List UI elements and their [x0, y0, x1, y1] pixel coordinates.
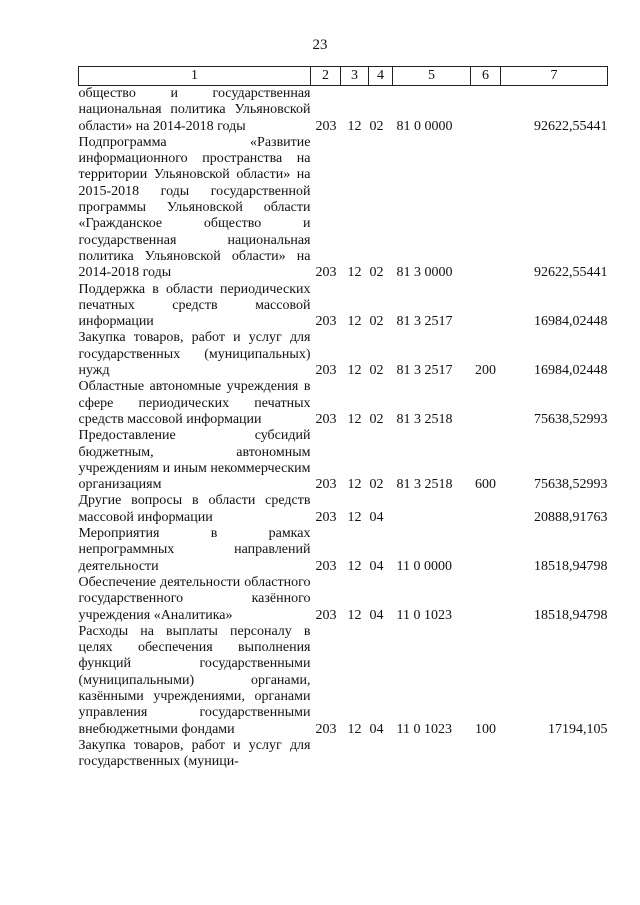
- row-col-2: 203: [315, 721, 337, 737]
- row-amount: 17194,105: [548, 721, 608, 737]
- row-col-4: 04: [369, 721, 384, 737]
- row-name: Закупка товаров, работ и услуг для государственных (муници-: [78, 737, 311, 770]
- row-amount: 75638,52993: [534, 477, 608, 493]
- row-amount: [501, 738, 608, 771]
- row-col-6: 200: [475, 363, 496, 379]
- row-col-6: [471, 493, 501, 526]
- row-amount: 92622,55441: [534, 118, 608, 134]
- header-col-6: 6: [471, 67, 501, 86]
- row-col-5: 81 3 2518: [396, 477, 453, 493]
- row-amount: 16984,02448: [534, 314, 608, 330]
- row-amount: 18518,94798: [534, 558, 608, 574]
- row-col-6: [471, 86, 501, 135]
- row-col-4: 02: [369, 363, 384, 379]
- row-col-3: 12: [347, 314, 362, 330]
- row-amount: 16984,02448: [534, 363, 608, 379]
- header-col-4: 4: [369, 67, 393, 86]
- table-row: [79, 738, 608, 771]
- row-col-2: 203: [315, 363, 337, 379]
- row-col-3: 12: [347, 509, 362, 525]
- header-col-5: 5: [393, 67, 471, 86]
- header-col-2: 2: [311, 67, 341, 86]
- row-name: Предоставление субсидий бюджетным, автономным учреждениям и иным некоммерческим организациям: [78, 428, 311, 493]
- row-col-6: [471, 379, 501, 428]
- row-col-6: [471, 526, 501, 575]
- table-row: [79, 624, 608, 738]
- row-col-3: 12: [347, 721, 362, 737]
- row-col-4: 02: [369, 118, 384, 134]
- row-col-5: 11 0 1023: [396, 721, 452, 737]
- table-row: [79, 493, 608, 526]
- row-col-6: 100: [475, 721, 496, 737]
- row-col-3: 12: [347, 477, 362, 493]
- row-col-2: 203: [315, 509, 337, 525]
- header-col-7: 7: [501, 67, 608, 86]
- row-col-4: 04: [369, 558, 384, 574]
- table-row: [79, 526, 608, 575]
- page-number: 23: [312, 37, 328, 53]
- row-col-6: [471, 282, 501, 331]
- row-col-2: 203: [315, 314, 337, 330]
- row-name: Поддержка в области периодических печатных средств массовой информации: [78, 281, 311, 330]
- row-col-3: 12: [347, 558, 362, 574]
- table-row: [79, 379, 608, 428]
- row-name: Областные автономные учреждения в сфере периодических печатных средств массовой информации: [78, 379, 311, 427]
- row-col-5: [393, 738, 471, 771]
- row-col-4: [369, 738, 393, 771]
- table-row: [79, 575, 608, 624]
- row-col-6: 600: [475, 477, 496, 493]
- table-row: [79, 135, 608, 282]
- table-header-row: [79, 67, 608, 86]
- row-col-5: 81 3 2517: [396, 314, 453, 330]
- row-col-5: 81 3 2517: [396, 363, 453, 379]
- row-col-3: [341, 738, 369, 771]
- row-col-3: 12: [347, 265, 362, 281]
- row-amount: 18518,94798: [534, 607, 608, 623]
- row-col-3: 12: [347, 363, 362, 379]
- row-col-2: 203: [315, 411, 337, 427]
- row-name: общество и государственная национальная политика Ульяновской области» на 2014-2018 годы: [78, 86, 311, 134]
- row-col-2: 203: [315, 118, 337, 134]
- row-col-4: 02: [369, 314, 384, 330]
- budget-table: [78, 66, 608, 770]
- table-body: [79, 86, 608, 771]
- row-col-5: [393, 493, 471, 526]
- row-col-2: 203: [315, 265, 337, 281]
- header-col-1: 1: [79, 67, 311, 86]
- table-row: [79, 330, 608, 379]
- table-row: [79, 282, 608, 331]
- row-col-6: [471, 738, 501, 771]
- row-col-5: 11 0 0000: [396, 558, 452, 574]
- row-amount: 20888,91763: [534, 509, 608, 525]
- row-col-2: 203: [315, 558, 337, 574]
- row-col-2: 203: [315, 477, 337, 493]
- row-col-6: [471, 135, 501, 282]
- row-col-5: 81 3 2518: [396, 411, 453, 427]
- table-row: [79, 86, 608, 135]
- header-col-3: 3: [341, 67, 369, 86]
- row-col-2: [311, 738, 341, 771]
- row-col-4: 02: [369, 265, 384, 281]
- row-col-2: 203: [315, 607, 337, 623]
- row-name: Обеспечение деятельности областного государственного казённого учреждения «Аналитика»: [78, 574, 311, 623]
- table-row: [79, 428, 608, 493]
- row-col-3: 12: [347, 411, 362, 427]
- row-name: Подпрограмма «Развитие информационного пространства на территории Ульяновской области» на 2015-2018 годы государственной программы Ульяновской области «Гражданское общество и государственная национальная политика Ульяновской области» на 2014-2018 годы: [78, 134, 311, 281]
- row-col-4: 04: [369, 509, 384, 525]
- row-amount: 75638,52993: [534, 411, 608, 427]
- row-col-3: 12: [347, 118, 362, 134]
- row-col-5: 81 3 0000: [396, 265, 453, 281]
- row-col-4: 02: [369, 411, 384, 427]
- row-name: Мероприятия в рамках непрограммных направлений деятельности: [78, 526, 311, 574]
- row-col-5: 11 0 1023: [396, 607, 452, 623]
- row-name: Другие вопросы в области средств массовой информации: [78, 493, 311, 525]
- row-col-3: 12: [347, 607, 362, 623]
- row-name: Расходы на выплаты персоналу в целях обеспечения выполнения функций государственными (муниципальными) органами, казёнными учреждениями, органами управления государственными внебюджетными фондами: [78, 623, 311, 737]
- row-col-6: [471, 575, 501, 624]
- row-amount: 92622,55441: [534, 265, 608, 281]
- row-col-4: 04: [369, 607, 384, 623]
- row-name: Закупка товаров, работ и услуг для государственных (муниципальных) нужд: [78, 330, 311, 379]
- row-col-5: 81 0 0000: [396, 118, 453, 134]
- row-col-4: 02: [369, 477, 384, 493]
